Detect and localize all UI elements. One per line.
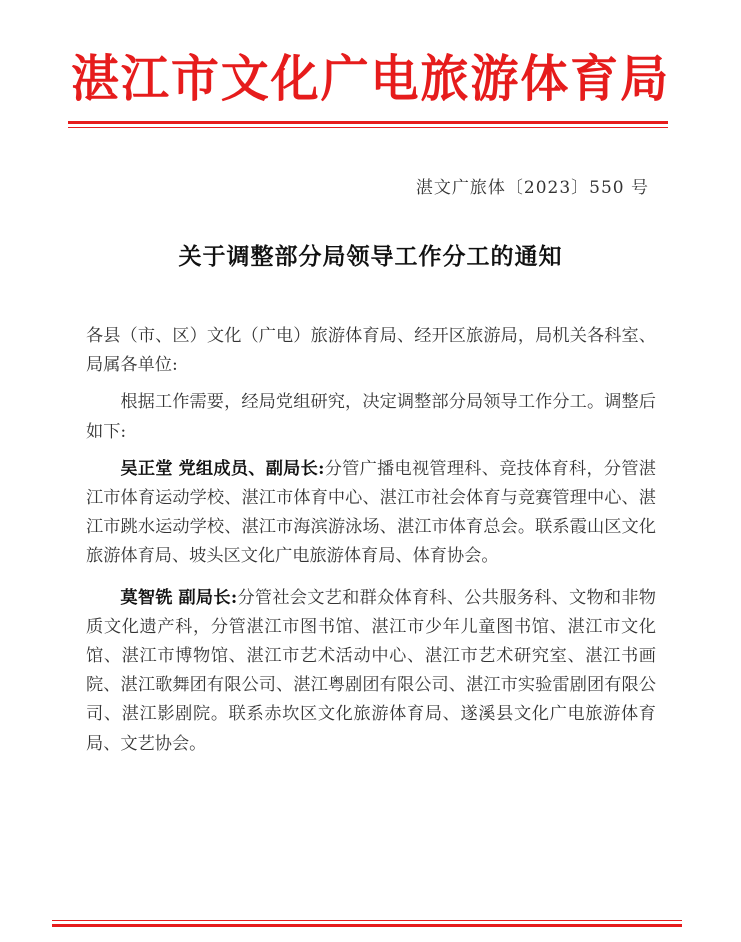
addressee-paragraph: 各县（市、区）文化（广电）旅游体育局、经开区旅游局，局机关各科室、局属各单位: [86, 326, 656, 376]
intro-paragraph: 根据工作需要，经局党组研究，决定调整部分局领导工作分工。调整后如下: [86, 392, 656, 442]
leader-paragraph [86, 455, 656, 572]
leader-name: 吴正堂 [120, 458, 173, 479]
leader-role: 副局长: [178, 587, 238, 608]
leader-duties: 分管广播电视管理科、竞技体育科，分管湛江市体育运动学校、湛江市体育中心、湛江市社会体育与竞赛管理中心、湛江市跳水运动学校、湛江市海滨游泳场、湛江市体育总会。联系霞山区文化旅游体育局、坡头区文化广电旅游体育局、体育协会。 [86, 458, 656, 567]
document-body [86, 322, 656, 759]
footer-divider-thick [52, 924, 682, 927]
document-header-title: 湛江市文化广电旅游体育局 [70, 50, 671, 108]
leader-paragraph [86, 584, 656, 759]
leader-role: 党组成员、副局长: [178, 458, 325, 479]
leader-duties: 分管社会文艺和群众体育科、公共服务科、文物和非物质文化遗产科，分管湛江市图书馆、湛江市少年儿童图书馆、湛江市文化馆、湛江市博物馆、湛江市艺术活动中心、湛江市艺术研究室、湛江书画院、湛江歌舞团有限公司、湛江粤剧团有限公司、湛江市实验雷剧团有限公司、湛江影剧院。联系赤坎区文化旅游体育局、遂溪县文化广电旅游体育局、文艺协会。 [86, 587, 656, 754]
notice-title: 关于调整部分局领导工作分工的通知 [178, 243, 563, 270]
header-divider-thick [68, 121, 668, 124]
leader-name: 莫智铣 [120, 587, 173, 608]
header-divider-thin [68, 127, 668, 128]
document-number: 湛文广旅体〔2023〕550 号 [415, 178, 649, 198]
footer-divider-thin [52, 920, 682, 921]
